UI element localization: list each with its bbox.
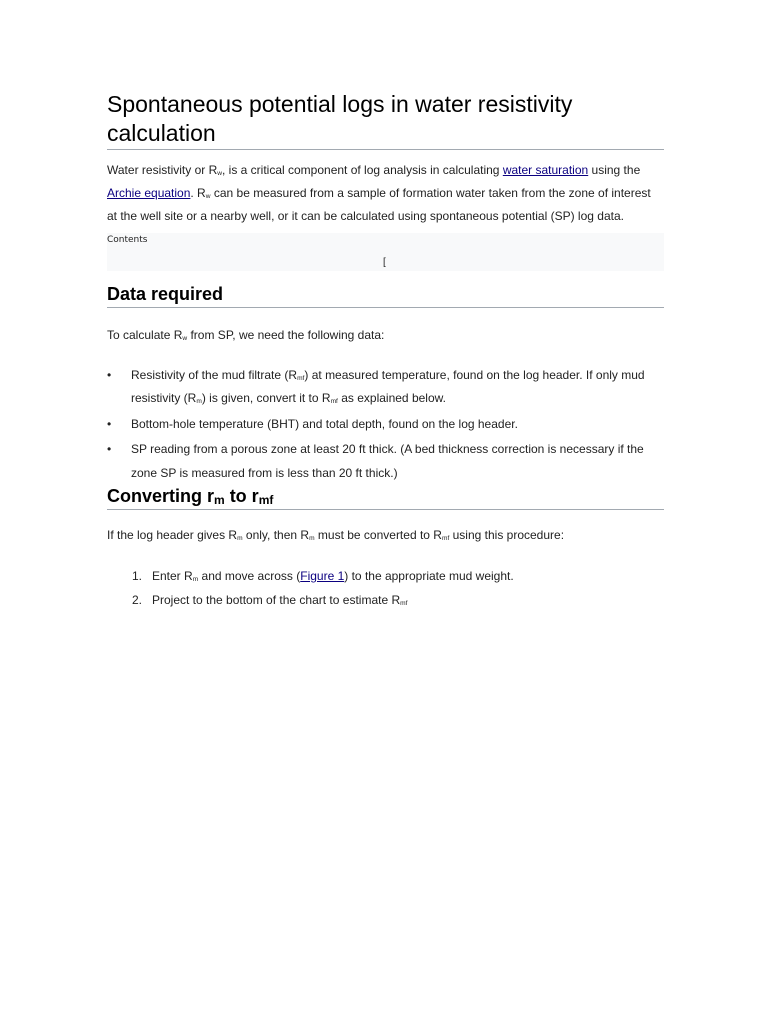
heading-data-required: Data required bbox=[107, 282, 664, 308]
list-item: 1. Enter Rm and move across (Figure 1) to the appropriate mud weight. bbox=[107, 565, 664, 589]
list-item: • SP reading from a porous zone at least 20 ft thick. (A bed thickness correction is necessary if the zone SP is measured from is less than 20 ft thick.) bbox=[107, 438, 664, 485]
water-saturation-link[interactable]: water saturation bbox=[502, 163, 589, 177]
converting-intro: If the log header gives Rm only, then Rm must be converted to Rmf using this procedure: bbox=[107, 528, 565, 543]
heading-converting: Converting rm to rmf bbox=[107, 484, 664, 510]
page-title: Spontaneous potential logs in water resistivity calculation bbox=[107, 90, 664, 150]
figure-1-link[interactable]: Figure 1 bbox=[300, 568, 345, 583]
list-item: • Bottom-hole temperature (BHT) and total depth, found on the log header. bbox=[107, 413, 664, 437]
bullet-icon: • bbox=[107, 367, 112, 382]
data-required-list bbox=[107, 364, 664, 486]
step-number: 2. bbox=[132, 593, 143, 608]
toc-toggle[interactable]: [ bbox=[383, 256, 386, 268]
list-item: 2. Project to the bottom of the chart to estimate Rmf bbox=[107, 589, 664, 613]
step-number: 1. bbox=[132, 568, 143, 583]
article-content bbox=[107, 90, 664, 614]
archie-equation-link[interactable]: Archie equation bbox=[107, 186, 191, 201]
bullet-icon: • bbox=[107, 442, 112, 457]
list-item: • Resistivity of the mud filtrate (Rmf) at measured temperature, found on the log header. If only mud resistivity (Rm) is given, convert it to Rmf as explained below. bbox=[107, 364, 664, 411]
data-required-intro: To calculate Rw from SP, we need the following data: bbox=[107, 327, 385, 342]
converting-steps bbox=[107, 565, 664, 613]
toc-title: Contents bbox=[107, 234, 148, 245]
intro-paragraph: Water resistivity or Rw, is a critical component of log analysis in calculating water saturation using the Archie equation. Rw can be measured from a sample of formation water taken from the zone of interest at the well site or a nearby well, or it can be calculated using spontaneous potential (SP) log data. bbox=[107, 163, 651, 224]
bullet-icon: • bbox=[107, 416, 112, 431]
table-of-contents bbox=[107, 233, 664, 271]
